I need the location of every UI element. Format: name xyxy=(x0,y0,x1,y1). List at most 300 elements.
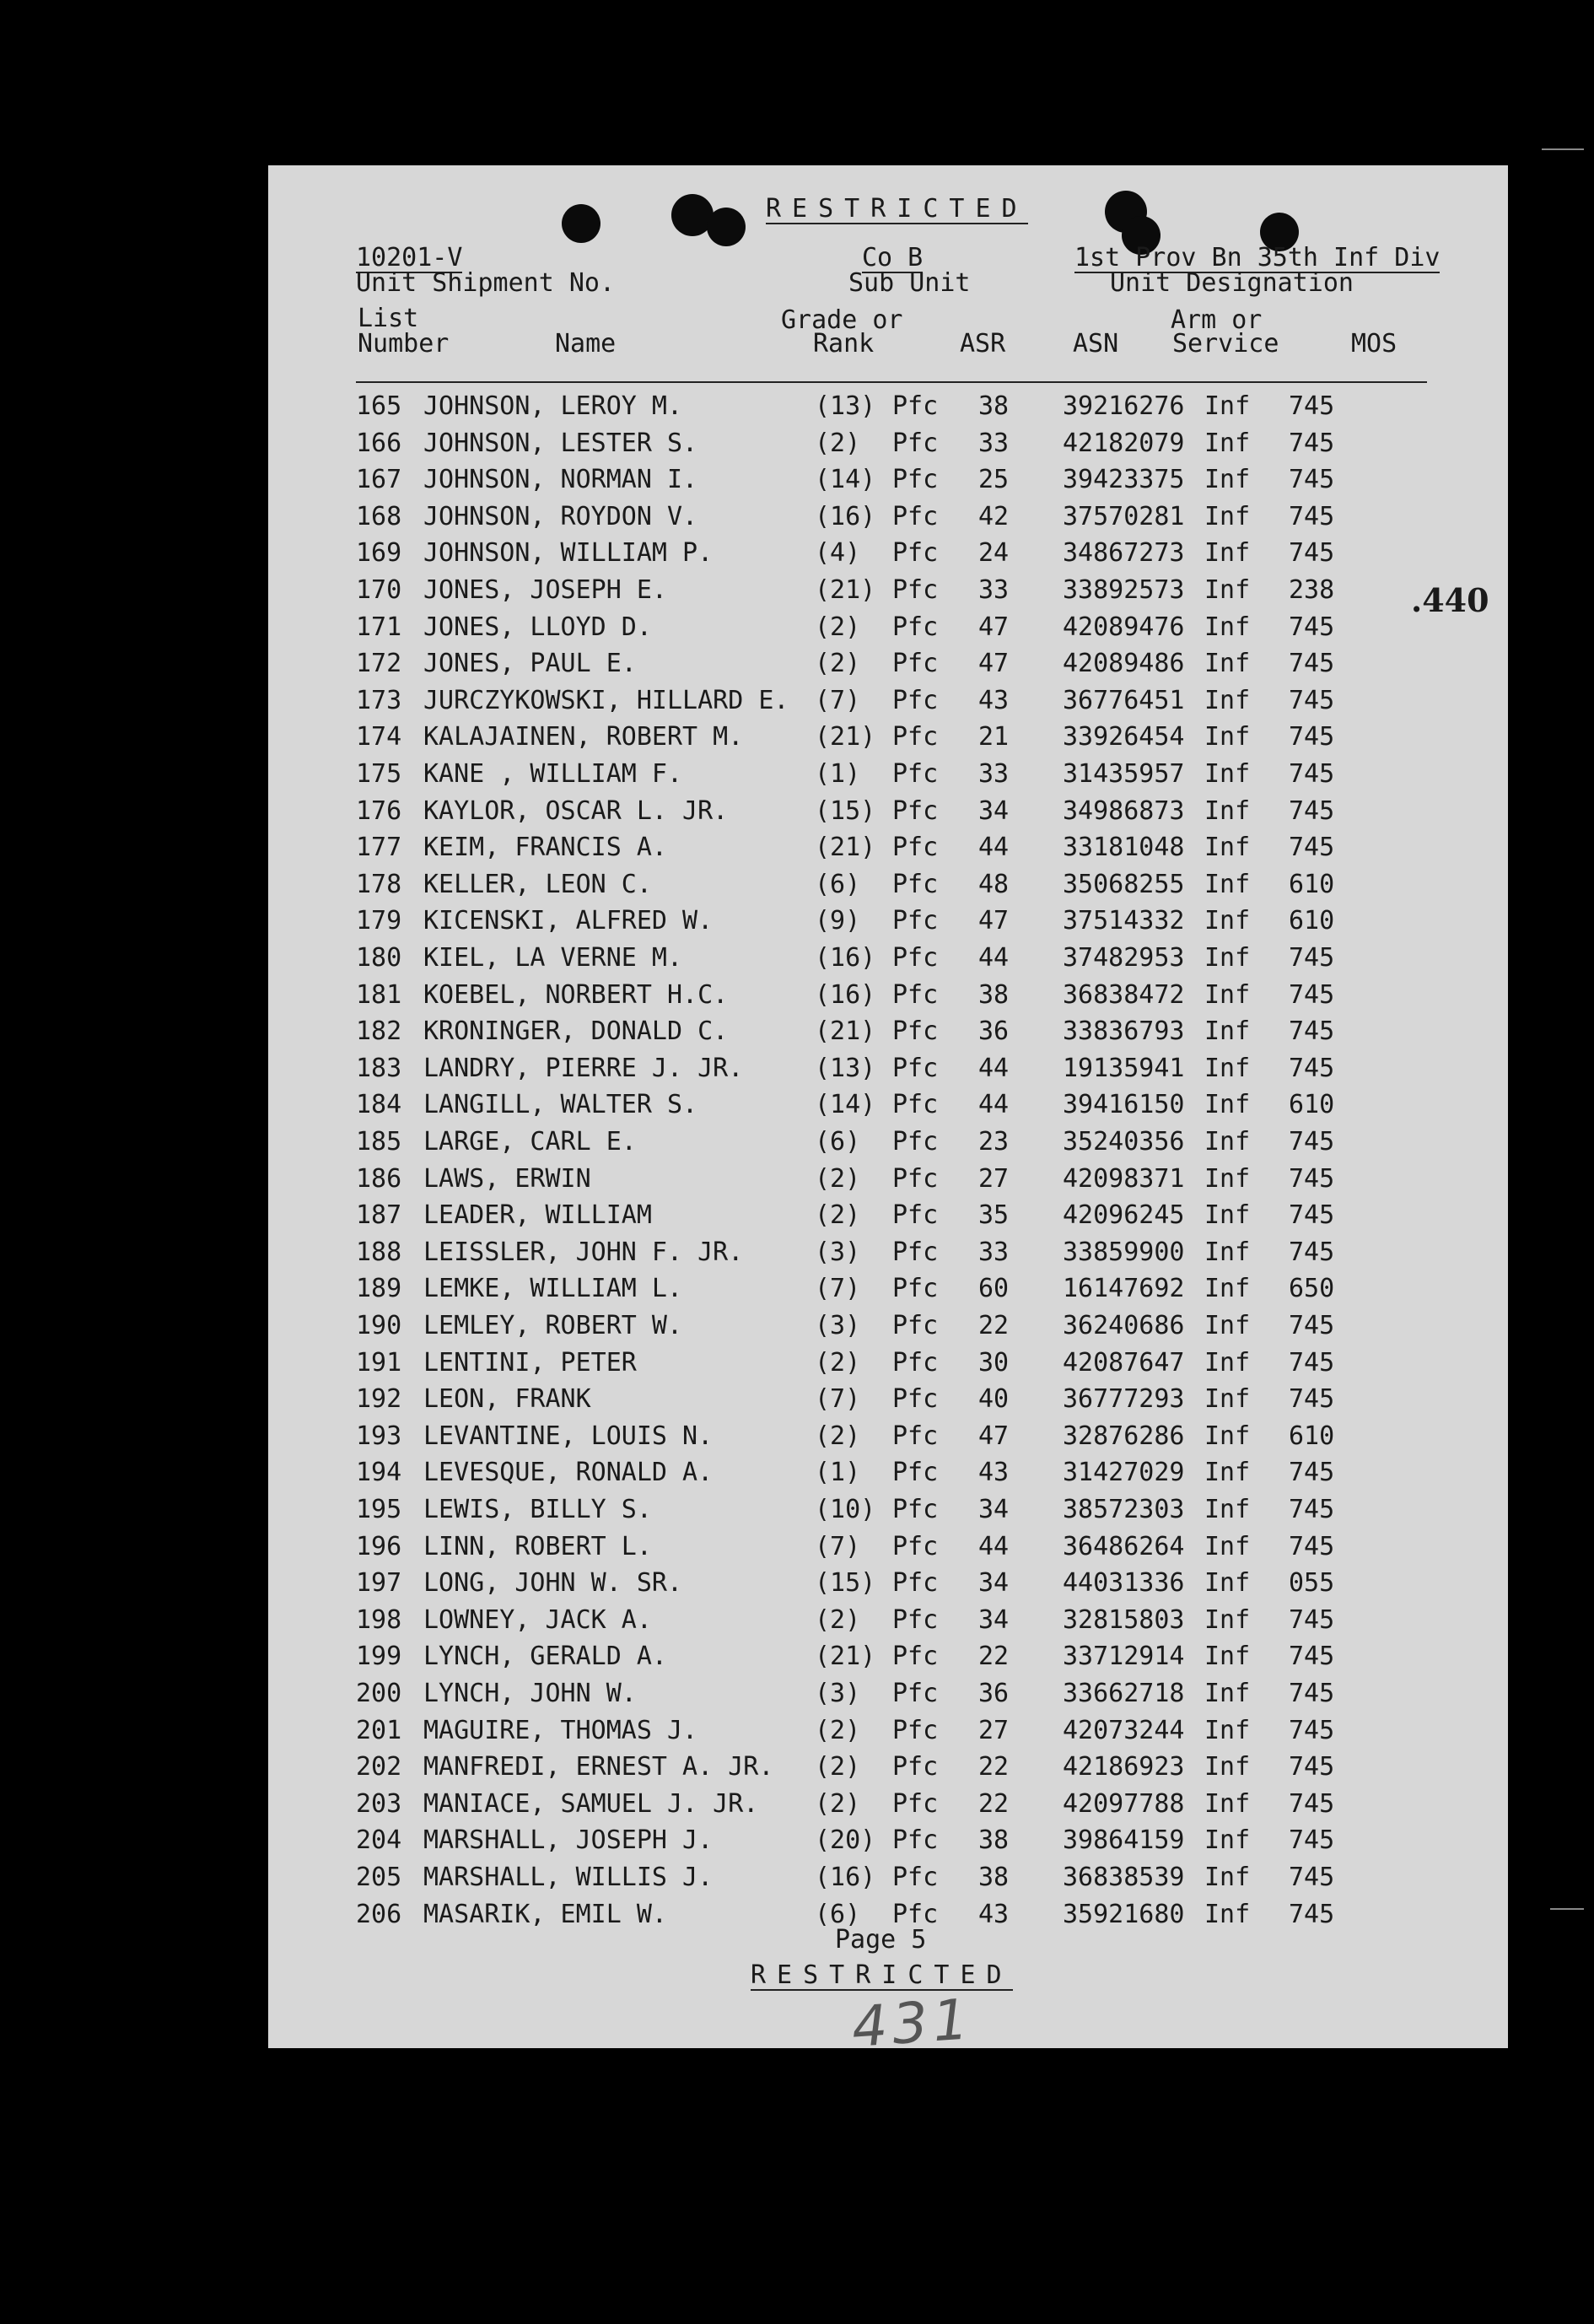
grade-code: (15) xyxy=(815,795,876,826)
mos-value: 745 xyxy=(1289,1604,1335,1635)
grade-rank: Pfc xyxy=(892,538,939,569)
grade-rank: Pfc xyxy=(892,1311,939,1340)
asr-value: 36 xyxy=(978,1679,1010,1708)
list-number: 200 xyxy=(356,1679,402,1708)
mos-value: 745 xyxy=(1289,391,1335,421)
list-number: 192 xyxy=(356,1384,402,1415)
grade-rank: Pfc xyxy=(892,1090,939,1120)
grade-code: (13) xyxy=(815,391,876,421)
mos-value: 745 xyxy=(1289,1347,1335,1378)
classification-bottom: RESTRICTED xyxy=(751,1960,1013,1990)
asr-value: 48 xyxy=(978,869,1010,899)
asr-value: 38 xyxy=(978,1825,1010,1856)
asr-value: 34 xyxy=(978,1604,1010,1635)
person-name: LEVANTINE, LOUIS N. xyxy=(423,1421,714,1451)
arm-service: Inf xyxy=(1204,1237,1251,1267)
asr-value: 33 xyxy=(978,428,1010,458)
table-row xyxy=(268,1200,1508,1237)
asr-value: 44 xyxy=(978,943,1010,973)
arm-service: Inf xyxy=(1204,1679,1251,1708)
person-name: KANE , WILLIAM F. xyxy=(423,759,683,789)
list-number: 199 xyxy=(356,1642,402,1672)
person-name: KIEL, LA VERNE M. xyxy=(423,943,683,973)
grade-rank: Pfc xyxy=(892,1899,939,1929)
grade-rank: Pfc xyxy=(892,1752,939,1782)
asr-value: 23 xyxy=(978,1127,1010,1157)
col-mos: MOS xyxy=(1351,329,1397,359)
asr-value: 38 xyxy=(978,391,1010,421)
mos-value: 745 xyxy=(1289,795,1335,826)
asr-value: 22 xyxy=(978,1752,1010,1782)
arm-service: Inf xyxy=(1204,833,1251,863)
person-name: MARSHALL, JOSEPH J. xyxy=(423,1825,714,1856)
arm-service: Inf xyxy=(1204,1568,1251,1599)
mos-value: 745 xyxy=(1289,1237,1335,1267)
stamp-number: .440 xyxy=(1411,581,1489,619)
grade-code: (1) xyxy=(815,759,861,789)
mos-value: 745 xyxy=(1289,612,1335,642)
asn-value: 37514332 xyxy=(1063,906,1185,936)
arm-service: Inf xyxy=(1204,649,1251,679)
list-number: 204 xyxy=(356,1825,402,1856)
grade-rank: Pfc xyxy=(892,1421,939,1451)
list-number: 178 xyxy=(356,869,402,899)
unit-designation: 1st Prov Bn 35th Inf Div xyxy=(1074,243,1441,272)
grade-code: (2) xyxy=(815,649,861,679)
arm-service: Inf xyxy=(1204,979,1251,1010)
list-number: 175 xyxy=(356,759,402,789)
grade-rank: Pfc xyxy=(892,391,939,421)
arm-service: Inf xyxy=(1204,1090,1251,1120)
asn-value: 39423375 xyxy=(1063,465,1185,495)
grade-rank: Pfc xyxy=(892,1531,939,1561)
table-row xyxy=(268,1016,1508,1053)
grade-rank: Pfc xyxy=(892,1788,939,1819)
asn-value: 33859900 xyxy=(1063,1237,1185,1267)
table-row xyxy=(268,1458,1508,1494)
table-row xyxy=(268,980,1508,1016)
asn-value: 42096245 xyxy=(1063,1200,1185,1231)
mos-value: 610 xyxy=(1289,1421,1335,1451)
table-row xyxy=(268,1679,1508,1715)
asn-value: 42089476 xyxy=(1063,612,1185,642)
asn-value: 42089486 xyxy=(1063,649,1185,679)
grade-code: (2) xyxy=(815,1788,861,1819)
asr-value: 36 xyxy=(978,1016,1010,1047)
arm-service: Inf xyxy=(1204,943,1251,973)
list-number: 198 xyxy=(356,1604,402,1635)
mos-value: 745 xyxy=(1289,1016,1335,1047)
list-number: 180 xyxy=(356,943,402,973)
list-number: 174 xyxy=(356,722,402,752)
mos-value: 745 xyxy=(1289,428,1335,458)
grade-code: (20) xyxy=(815,1825,876,1856)
table-row xyxy=(268,1421,1508,1458)
asr-value: 44 xyxy=(978,1090,1010,1120)
asr-value: 42 xyxy=(978,501,1010,531)
table-row xyxy=(268,1752,1508,1788)
table-row xyxy=(268,1605,1508,1642)
list-number: 194 xyxy=(356,1458,402,1488)
arm-service: Inf xyxy=(1204,869,1251,899)
mos-value: 745 xyxy=(1289,833,1335,863)
arm-service: Inf xyxy=(1204,906,1251,936)
person-name: LEMLEY, ROBERT W. xyxy=(423,1311,683,1340)
asn-value: 32876286 xyxy=(1063,1421,1185,1451)
asr-value: 43 xyxy=(978,1899,1010,1929)
grade-code: (2) xyxy=(815,1604,861,1635)
person-name: MASARIK, EMIL W. xyxy=(423,1899,667,1929)
grade-rank: Pfc xyxy=(892,1715,939,1745)
table-row xyxy=(268,1054,1508,1090)
grade-rank: Pfc xyxy=(892,1679,939,1708)
person-name: MANIACE, SAMUEL J. JR. xyxy=(423,1788,759,1819)
person-name: JOHNSON, ROYDON V. xyxy=(423,501,698,531)
person-name: MARSHALL, WILLIS J. xyxy=(423,1863,714,1892)
arm-service: Inf xyxy=(1204,1715,1251,1745)
sub-unit-label: Sub Unit xyxy=(848,268,971,298)
table-row xyxy=(268,1789,1508,1825)
arm-service: Inf xyxy=(1204,1347,1251,1378)
person-name: MAGUIRE, THOMAS J. xyxy=(423,1715,698,1745)
asr-value: 35 xyxy=(978,1200,1010,1231)
asn-value: 42087647 xyxy=(1063,1347,1185,1378)
table-row xyxy=(268,391,1508,428)
arm-service: Inf xyxy=(1204,1899,1251,1929)
person-name: KOEBEL, NORBERT H.C. xyxy=(423,979,729,1010)
grade-code: (21) xyxy=(815,1016,876,1047)
table-row xyxy=(268,502,1508,538)
arm-service: Inf xyxy=(1204,722,1251,752)
arm-service: Inf xyxy=(1204,759,1251,789)
col-asn: ASN xyxy=(1073,329,1119,359)
scan-tick xyxy=(1550,1908,1584,1910)
person-name: KELLER, LEON C. xyxy=(423,869,652,899)
asr-value: 30 xyxy=(978,1347,1010,1378)
table-row xyxy=(268,429,1508,465)
asr-value: 47 xyxy=(978,1421,1010,1451)
list-number: 167 xyxy=(356,465,402,495)
grade-rank: Pfc xyxy=(892,465,939,495)
grade-rank: Pfc xyxy=(892,501,939,531)
list-number: 187 xyxy=(356,1200,402,1231)
asn-value: 32815803 xyxy=(1063,1604,1185,1635)
asn-value: 35068255 xyxy=(1063,869,1185,899)
asr-value: 60 xyxy=(978,1274,1010,1304)
asr-value: 22 xyxy=(978,1788,1010,1819)
grade-rank: Pfc xyxy=(892,1495,939,1524)
arm-service: Inf xyxy=(1204,1016,1251,1047)
table-row xyxy=(268,1642,1508,1678)
arm-service: Inf xyxy=(1204,1825,1251,1856)
asn-value: 42097788 xyxy=(1063,1788,1185,1819)
asn-value: 37570281 xyxy=(1063,501,1185,531)
grade-code: (3) xyxy=(815,1311,861,1340)
list-number: 188 xyxy=(356,1237,402,1267)
list-number: 169 xyxy=(356,538,402,569)
mos-value: 745 xyxy=(1289,538,1335,569)
grade-rank: Pfc xyxy=(892,795,939,826)
col-grade-top: Grade or xyxy=(781,305,903,335)
arm-service: Inf xyxy=(1204,465,1251,495)
asn-value: 39216276 xyxy=(1063,391,1185,421)
grade-code: (2) xyxy=(815,1163,861,1194)
mos-value: 745 xyxy=(1289,1825,1335,1856)
grade-code: (9) xyxy=(815,906,861,936)
asr-value: 34 xyxy=(978,1568,1010,1599)
asr-value: 40 xyxy=(978,1384,1010,1415)
arm-service: Inf xyxy=(1204,612,1251,642)
asr-value: 38 xyxy=(978,1863,1010,1892)
mos-value: 745 xyxy=(1289,722,1335,752)
asr-value: 33 xyxy=(978,759,1010,789)
asr-value: 33 xyxy=(978,1237,1010,1267)
table-row xyxy=(268,612,1508,649)
grade-rank: Pfc xyxy=(892,1163,939,1194)
grade-rank: Pfc xyxy=(892,1237,939,1267)
page-number: Page 5 xyxy=(835,1925,927,1955)
grade-code: (2) xyxy=(815,612,861,642)
asr-value: 44 xyxy=(978,1053,1010,1083)
asn-value: 33181048 xyxy=(1063,833,1185,863)
person-name: KICENSKI, ALFRED W. xyxy=(423,906,714,936)
grade-rank: Pfc xyxy=(892,759,939,789)
table-row xyxy=(268,1237,1508,1274)
grade-rank: Pfc xyxy=(892,1274,939,1304)
mos-value: 745 xyxy=(1289,685,1335,715)
grade-rank: Pfc xyxy=(892,1642,939,1672)
table-row xyxy=(268,1090,1508,1126)
asr-value: 47 xyxy=(978,649,1010,679)
grade-rank: Pfc xyxy=(892,943,939,973)
asn-value: 31435957 xyxy=(1063,759,1185,789)
grade-rank: Pfc xyxy=(892,1384,939,1415)
list-number: 205 xyxy=(356,1863,402,1892)
mos-value: 745 xyxy=(1289,1495,1335,1524)
asn-value: 36777293 xyxy=(1063,1384,1185,1415)
asn-value: 39864159 xyxy=(1063,1825,1185,1856)
arm-service: Inf xyxy=(1204,1604,1251,1635)
asn-value: 33926454 xyxy=(1063,722,1185,752)
grade-rank: Pfc xyxy=(892,906,939,936)
mos-value: 745 xyxy=(1289,465,1335,495)
asn-value: 36838472 xyxy=(1063,979,1185,1010)
arm-service: Inf xyxy=(1204,1642,1251,1672)
asn-value: 36240686 xyxy=(1063,1311,1185,1340)
asn-value: 42098371 xyxy=(1063,1163,1185,1194)
asn-value: 36838539 xyxy=(1063,1863,1185,1892)
grade-rank: Pfc xyxy=(892,1053,939,1083)
mos-value: 745 xyxy=(1289,1053,1335,1083)
unit-shipment-label: Unit Shipment No. xyxy=(356,268,616,298)
grade-code: (21) xyxy=(815,575,876,605)
arm-service: Inf xyxy=(1204,391,1251,421)
grade-code: (16) xyxy=(815,501,876,531)
person-name: JURCZYKOWSKI, HILLARD E. xyxy=(423,685,789,715)
mos-value: 745 xyxy=(1289,1752,1335,1782)
mos-value: 055 xyxy=(1289,1568,1335,1599)
person-name: JOHNSON, LESTER S. xyxy=(423,428,698,458)
mos-value: 610 xyxy=(1289,906,1335,936)
person-name: LANDRY, PIERRE J. JR. xyxy=(423,1053,744,1083)
col-list-bottom: Number xyxy=(358,329,450,359)
table-row xyxy=(268,465,1508,501)
grade-rank: Pfc xyxy=(892,869,939,899)
unit-designation-label: Unit Designation xyxy=(1110,268,1354,298)
grade-code: (1) xyxy=(815,1458,861,1488)
handwritten-number: 431 xyxy=(849,1987,976,2060)
arm-service: Inf xyxy=(1204,1053,1251,1083)
grade-code: (21) xyxy=(815,833,876,863)
grade-code: (15) xyxy=(815,1568,876,1599)
mos-value: 745 xyxy=(1289,1311,1335,1340)
mos-value: 745 xyxy=(1289,1863,1335,1892)
asn-value: 39416150 xyxy=(1063,1090,1185,1120)
person-name: KAYLOR, OSCAR L. JR. xyxy=(423,795,729,826)
person-name: JONES, JOSEPH E. xyxy=(423,575,667,605)
asr-value: 44 xyxy=(978,1531,1010,1561)
col-arm-bottom: Service xyxy=(1172,329,1279,359)
grade-rank: Pfc xyxy=(892,1347,939,1378)
mos-value: 745 xyxy=(1289,1899,1335,1929)
asn-value: 33836793 xyxy=(1063,1016,1185,1047)
list-number: 173 xyxy=(356,685,402,715)
asn-value: 16147692 xyxy=(1063,1274,1185,1304)
grade-rank: Pfc xyxy=(892,833,939,863)
grade-code: (7) xyxy=(815,1531,861,1561)
document-page xyxy=(268,165,1508,2048)
arm-service: Inf xyxy=(1204,428,1251,458)
person-name: LYNCH, GERALD A. xyxy=(423,1642,667,1672)
person-name: JONES, PAUL E. xyxy=(423,649,637,679)
table-row xyxy=(268,759,1508,795)
list-number: 206 xyxy=(356,1899,402,1929)
table-row xyxy=(268,906,1508,942)
grade-rank: Pfc xyxy=(892,649,939,679)
classification-top: RESTRICTED xyxy=(766,194,1028,224)
asr-value: 25 xyxy=(978,465,1010,495)
person-name: MANFREDI, ERNEST A. JR. xyxy=(423,1752,774,1782)
table-row xyxy=(268,943,1508,979)
grade-rank: Pfc xyxy=(892,1568,939,1599)
list-number: 185 xyxy=(356,1127,402,1157)
arm-service: Inf xyxy=(1204,1127,1251,1157)
mos-value: 745 xyxy=(1289,1458,1335,1488)
asn-value: 37482953 xyxy=(1063,943,1185,973)
person-name: JOHNSON, WILLIAM P. xyxy=(423,538,714,569)
grade-code: (7) xyxy=(815,685,861,715)
grade-code: (13) xyxy=(815,1053,876,1083)
grade-code: (4) xyxy=(815,538,861,569)
grade-rank: Pfc xyxy=(892,1016,939,1047)
arm-service: Inf xyxy=(1204,1495,1251,1524)
list-number: 183 xyxy=(356,1053,402,1083)
grade-code: (14) xyxy=(815,465,876,495)
list-number: 172 xyxy=(356,649,402,679)
asr-value: 43 xyxy=(978,1458,1010,1488)
asn-value: 33712914 xyxy=(1063,1642,1185,1672)
grade-code: (21) xyxy=(815,722,876,752)
asn-value: 33662718 xyxy=(1063,1679,1185,1708)
asn-value: 42186923 xyxy=(1063,1752,1185,1782)
asn-value: 31427029 xyxy=(1063,1458,1185,1488)
asr-value: 47 xyxy=(978,906,1010,936)
asn-value: 33892573 xyxy=(1063,575,1185,605)
arm-service: Inf xyxy=(1204,501,1251,531)
asr-value: 33 xyxy=(978,575,1010,605)
asn-value: 36776451 xyxy=(1063,685,1185,715)
list-number: 186 xyxy=(356,1163,402,1194)
asn-value: 35240356 xyxy=(1063,1127,1185,1157)
mos-value: 745 xyxy=(1289,1127,1335,1157)
grade-code: (3) xyxy=(815,1237,861,1267)
col-grade-bottom: Rank xyxy=(813,329,875,359)
list-number: 179 xyxy=(356,906,402,936)
asn-value: 42182079 xyxy=(1063,428,1185,458)
grade-code: (3) xyxy=(815,1679,861,1708)
table-row xyxy=(268,1495,1508,1531)
mos-value: 745 xyxy=(1289,979,1335,1010)
asn-value: 36486264 xyxy=(1063,1531,1185,1561)
asn-value: 34867273 xyxy=(1063,538,1185,569)
arm-service: Inf xyxy=(1204,795,1251,826)
person-name: LOWNEY, JACK A. xyxy=(423,1604,652,1635)
table-row xyxy=(268,686,1508,722)
person-name: KALAJAINEN, ROBERT M. xyxy=(423,722,744,752)
sub-unit: Co B xyxy=(862,243,924,272)
grade-rank: Pfc xyxy=(892,612,939,642)
table-row xyxy=(268,1274,1508,1310)
table-row xyxy=(268,796,1508,833)
person-name: KRONINGER, DONALD C. xyxy=(423,1016,729,1047)
arm-service: Inf xyxy=(1204,1384,1251,1415)
grade-code: (2) xyxy=(815,428,861,458)
grade-code: (6) xyxy=(815,1127,861,1157)
arm-service: Inf xyxy=(1204,1163,1251,1194)
list-number: 190 xyxy=(356,1311,402,1340)
asn-value: 42073244 xyxy=(1063,1715,1185,1745)
grade-code: (2) xyxy=(815,1200,861,1231)
unit-shipment-number: 10201-V xyxy=(356,243,463,272)
list-number: 184 xyxy=(356,1090,402,1120)
person-name: KEIM, FRANCIS A. xyxy=(423,833,667,863)
grade-code: (7) xyxy=(815,1274,861,1304)
asr-value: 34 xyxy=(978,795,1010,826)
arm-service: Inf xyxy=(1204,1531,1251,1561)
list-number: 193 xyxy=(356,1421,402,1451)
table-row xyxy=(268,1384,1508,1421)
table-row xyxy=(268,1164,1508,1200)
mos-value: 610 xyxy=(1289,869,1335,899)
person-name: LEVESQUE, RONALD A. xyxy=(423,1458,714,1488)
col-asr: ASR xyxy=(960,329,1006,359)
asr-value: 38 xyxy=(978,979,1010,1010)
asn-value: 19135941 xyxy=(1063,1053,1185,1083)
person-name: LEON, FRANK xyxy=(423,1384,591,1415)
person-name: LEISSLER, JOHN F. JR. xyxy=(423,1237,744,1267)
list-number: 195 xyxy=(356,1495,402,1524)
grade-code: (2) xyxy=(815,1715,861,1745)
grade-rank: Pfc xyxy=(892,575,939,605)
arm-service: Inf xyxy=(1204,1788,1251,1819)
mos-value: 745 xyxy=(1289,649,1335,679)
grade-rank: Pfc xyxy=(892,1458,939,1488)
grade-code: (14) xyxy=(815,1090,876,1120)
asr-value: 34 xyxy=(978,1495,1010,1524)
table-row xyxy=(268,870,1508,906)
person-name: LAWS, ERWIN xyxy=(423,1163,591,1194)
arm-service: Inf xyxy=(1204,1200,1251,1231)
